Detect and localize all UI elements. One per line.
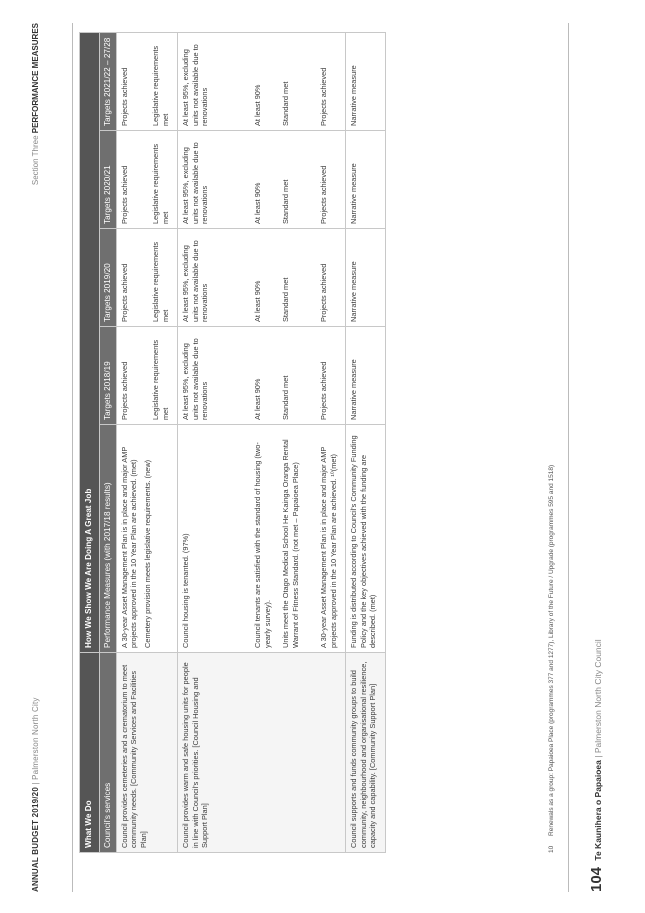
target-cell <box>117 32 178 130</box>
footer-rule <box>568 23 569 892</box>
group-header-row <box>80 32 100 852</box>
section-label: Section Three <box>31 135 40 186</box>
target-cell <box>178 327 346 425</box>
target-value: Standard met <box>281 179 291 224</box>
performance-table <box>79 32 386 853</box>
target-cell <box>178 229 346 327</box>
header-separator: | <box>31 782 40 785</box>
target-value: Narrative measure <box>349 359 359 420</box>
service-cell: Council supports and funds community groups to build community, neighbourhood and organisational resilience, capacity and capability. [Community Support Plan] <box>346 653 385 853</box>
target-2020-header: Targets 2020/21 <box>99 131 117 229</box>
footnote <box>548 465 555 853</box>
target-value: At least 95%, excluding units not available due to renovations <box>181 338 210 420</box>
footer-council: Palmerston North City Council <box>593 639 603 754</box>
target-cell <box>117 229 178 327</box>
target-value: Projects achieved <box>319 263 329 322</box>
measures-cell <box>117 425 178 653</box>
target-value: Projects achieved <box>319 67 329 126</box>
measure-text: Units meet the Otago Medical School He Kainga Oranga Rental Warrant of Fitness Standard. (not met – Papaioea Place) <box>281 439 300 648</box>
target-value: Standard met <box>281 81 291 126</box>
page-footer <box>588 639 605 892</box>
measure-text: Funding is distributed according to Council's Community Funding Policy and the key objectives achieved with the funding are described. (met) <box>349 435 378 648</box>
target-value: Projects achieved <box>120 263 129 322</box>
target-value: Legislative requirements met <box>151 143 170 224</box>
document-header <box>31 697 40 892</box>
target-value: Narrative measure <box>349 261 359 322</box>
service-cell: Council provides cemeteries and a crematorium to meet community needs. [Community Services and Facilities Plan] <box>117 653 178 853</box>
target-cell <box>346 32 385 130</box>
target-cell <box>178 32 346 130</box>
measures-header: Performance Measures (with 2017/18 results) <box>99 425 117 653</box>
column-header-row <box>99 32 117 852</box>
page-number: 104 <box>588 866 605 892</box>
section-header <box>31 23 40 185</box>
header-rule <box>72 23 73 892</box>
target-2019-header: Targets 2019/20 <box>99 229 117 327</box>
target-value: At least 90% <box>253 84 263 126</box>
target-cell <box>117 327 178 425</box>
target-2018-header: Targets 2018/19 <box>99 327 117 425</box>
target-cell <box>346 327 385 425</box>
target-value: Narrative measure <box>349 163 359 224</box>
doc-title: ANNUAL BUDGET 2019/20 <box>31 787 40 892</box>
footnote-text: Renewals as a group: Papaioea Place (programmes 377 and 1277), Library of the Future / Upgrade (programmes 595 and 1518) <box>548 464 555 836</box>
what-we-do-header: What We Do <box>80 653 100 853</box>
section-name: PERFORMANCE MEASURES <box>31 23 40 134</box>
footer-title: Te Kaunihera o Papaioea <box>593 760 603 861</box>
target-cell <box>178 131 346 229</box>
target-value: Standard met <box>281 375 291 420</box>
header-org: Palmerston North City <box>31 697 40 780</box>
measure-text: A 30-year Asset Management Plan is in place and major AMP projects approved in the 10 Year Plan are achieved. ¹⁰(met) <box>319 446 338 648</box>
measures-cell <box>178 425 346 653</box>
service-cell: Council provides warm and safe housing units for people in line with Council's priorities. [Council Housing and Support Plan] <box>178 653 346 853</box>
services-header: Council's services <box>99 653 117 853</box>
target-2021-header: Targets 2021/22 – 27/28 <box>99 32 117 130</box>
table-row <box>117 32 178 852</box>
performance-table-wrap <box>79 33 386 853</box>
measures-cell <box>346 425 385 653</box>
target-value: Legislative requirements met <box>151 339 170 420</box>
target-cell <box>346 131 385 229</box>
table-row <box>178 32 346 852</box>
target-value: At least 95%, excluding units not available due to renovations <box>181 142 210 224</box>
target-value: At least 90% <box>253 378 263 420</box>
measure-text: A 30-year Asset Management Plan is in place and major AMP projects approved in the 10 Year Plan are achieved. (met) <box>120 446 139 648</box>
target-value: At least 95%, excluding units not available due to renovations <box>181 44 210 126</box>
target-value: Projects achieved <box>120 67 129 126</box>
target-cell <box>117 131 178 229</box>
target-value: Standard met <box>281 277 291 322</box>
footnote-number: 10 <box>548 845 555 853</box>
target-value: Legislative requirements met <box>151 45 170 126</box>
measure-text: Council tenants are satisfied with the standard of housing (two-yearly survey). <box>253 442 272 648</box>
target-value: At least 95%, excluding units not available due to renovations <box>181 240 210 322</box>
table-row <box>346 32 385 852</box>
target-value: At least 90% <box>253 182 263 224</box>
measure-text: Cemetery provision meets legislative requirements. (new) <box>142 459 152 648</box>
target-value: At least 90% <box>253 280 263 322</box>
measure-text: Council housing is tenanted. (97%) <box>181 533 191 648</box>
target-value: Legislative requirements met <box>151 241 170 322</box>
target-cell <box>346 229 385 327</box>
target-value: Narrative measure <box>349 65 359 126</box>
how-we-show-header: How We Show We Are Doing A Great Job <box>80 32 100 652</box>
target-value: Projects achieved <box>319 165 329 224</box>
target-value: Projects achieved <box>120 361 129 420</box>
target-value: Projects achieved <box>319 361 329 420</box>
footer-separator: | <box>593 755 603 758</box>
target-value: Projects achieved <box>120 165 129 224</box>
